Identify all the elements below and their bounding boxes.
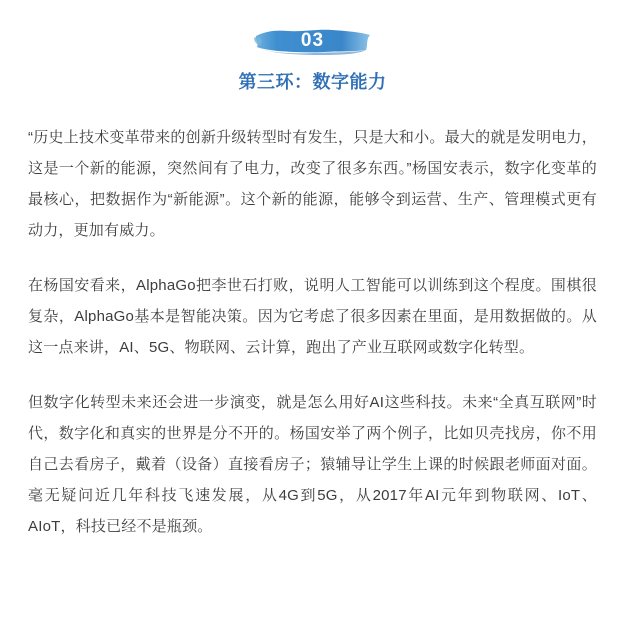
paragraph-3: 但数字化转型未来还会进一步演变，就是怎么用好AI这些科技。未来“全真互联网”时代，数字化和真实的世界是分不开的。杨国安举了两个例子，比如贝壳找房，你不用自己去看房子，戴着（设备）直接看房子；猿辅导让学生上课的时候跟老师面对面。毫无疑问近几年科技飞速发展，从4G到5G，从2017年AI元年到物联网、IoT、AIoT，科技已经不是瓶颈。 [28,394,597,535]
paragraph-1: “历史上技术变革带来的创新升级转型时有发生，只是大和小。最大的就是发明电力，这是一个新的能源，突然间有了电力，改变了很多东西。”杨国安表示，数字化变革的最核心，把数据作为“新能源”。这个新的能源，能够令到运营、生产、管理模式更有动力，更加有威力。 [28,129,597,239]
section-badge [254,24,372,58]
paragraph-2: 在杨国安看来，AlphaGo把李世石打败，说明人工智能可以训练到这个程度。围棋很复杂，AlphaGo基本是智能决策。因为它考虑了很多因素在里面，是用数据做的。从这一点来讲，AI、5G、物联网、云计算，跑出了产业互联网或数字化转型。 [28,277,597,356]
section-number: 03 [300,30,325,51]
page-title: 第三环：数字能力 [238,72,387,92]
section-badge-wrap [28,24,597,58]
